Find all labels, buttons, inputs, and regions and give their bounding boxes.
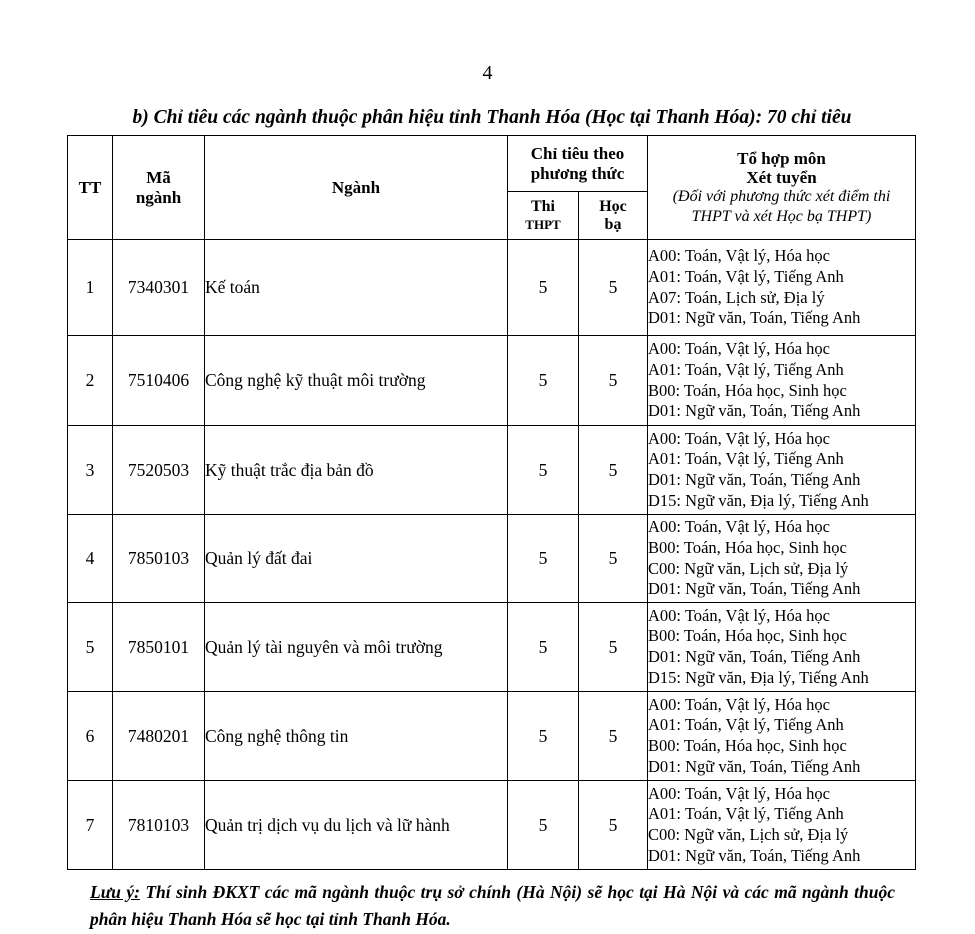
header-combo-note-line2: THPT và xét Học bạ THPT) [691,207,872,225]
row-code: 7850101 [113,603,205,692]
combo-item: A00: Toán, Vật lý, Hóa học [648,339,830,359]
combo-item: B00: Toán, Hóa học, Sinh học [648,537,847,557]
row-tt: 2 [68,336,113,426]
combo-item: D01: Ngữ văn, Toán, Tiếng Anh [648,470,861,489]
footnote-text: Thí sinh ĐKXT các mã ngành thuộc trụ sở chính (Hà Nội) sẽ học tại Hà Nội và các mã ngành thuộc phân hiệu Thanh Hóa sẽ học tại tỉnh Thanh Hóa. [90,882,895,929]
row-code: 7810103 [113,781,205,870]
combo-item: B00: Toán, Hóa học, Sinh học [648,380,847,400]
combo-item: A00: Toán, Vật lý, Hóa học [648,517,830,537]
table-body [68,240,916,870]
row-record-quota: 5 [579,240,648,336]
row-record-quota: 5 [579,603,648,692]
row-combos [648,692,916,781]
admissions-table [67,135,916,870]
combo-item: C00: Ngữ văn, Lịch sử, Địa lý [648,825,849,844]
table-row [68,240,916,336]
footnote [90,879,895,933]
combo-item: A01: Toán, Vật lý, Tiếng Anh [648,804,844,824]
header-record-line2: bạ [604,215,622,233]
row-record-quota: 5 [579,336,648,426]
row-record-quota: 5 [579,515,648,603]
combo-item: D01: Ngữ văn, Toán, Tiếng Anh [648,647,861,666]
header-code-line2: ngành [135,187,182,207]
table-row [68,781,916,870]
header-combos [648,136,916,240]
header-quota-line2: phương thức [530,163,625,183]
combo-item: B00: Toán, Hóa học, Sinh học [648,736,847,755]
row-code: 7520503 [113,426,205,515]
row-record-quota: 5 [579,781,648,870]
header-exam-line1: Thi [530,197,555,215]
table-row [68,426,916,515]
header-tt: TT [68,136,113,240]
row-code: 7510406 [113,336,205,426]
row-major: Quản lý tài nguyên và môi trường [205,603,508,692]
header-combo-note-line1: (Đối với phương thức xét điểm thi [672,187,891,205]
table-row [68,603,916,692]
row-combos [648,336,916,426]
combo-item: A01: Toán, Vật lý, Tiếng Anh [648,715,844,735]
row-tt: 3 [68,426,113,515]
row-exam-quota: 5 [508,781,579,870]
row-combos [648,603,916,692]
row-code: 7850103 [113,515,205,603]
section-title: b) Chỉ tiêu các ngành thuộc phân hiệu tỉnh Thanh Hóa (Học tại Thanh Hóa): 70 chỉ tiêu [132,107,852,128]
combo-item: D01: Ngữ văn, Toán, Tiếng Anh [648,845,861,865]
row-major: Công nghệ thông tin [205,692,508,781]
row-combos [648,426,916,515]
combo-item: A01: Toán, Vật lý, Tiếng Anh [648,449,844,469]
row-major: Kỹ thuật trắc địa bản đồ [205,426,508,515]
row-tt: 6 [68,692,113,781]
row-code: 7340301 [113,240,205,336]
row-record-quota: 5 [579,426,648,515]
header-quota [508,136,648,192]
row-code: 7480201 [113,692,205,781]
combo-item: A00: Toán, Vật lý, Hóa học [648,694,830,714]
row-major: Kế toán [205,240,508,336]
combo-item: D01: Ngữ văn, Toán, Tiếng Anh [648,308,861,328]
page-number: 4 [482,62,493,84]
row-tt: 1 [68,240,113,336]
table-row [68,336,916,426]
row-exam-quota: 5 [508,603,579,692]
row-combos [648,240,916,336]
row-major: Công nghệ kỹ thuật môi trường [205,336,508,426]
row-exam-quota: 5 [508,515,579,603]
combo-item: D15: Ngữ văn, Địa lý, Tiếng Anh [648,490,869,510]
combo-item: A01: Toán, Vật lý, Tiếng Anh [648,266,844,286]
row-major: Quản trị dịch vụ du lịch và lữ hành [205,781,508,870]
combo-item: A07: Toán, Lịch sử, Địa lý [648,287,825,307]
combo-item: B00: Toán, Hóa học, Sinh học [648,626,847,646]
header-quota-line1: Chỉ tiêu theo [530,143,625,163]
table-row [68,692,916,781]
combo-item: D01: Ngữ văn, Toán, Tiếng Anh [648,401,861,421]
footnote-label: Lưu ý: [90,882,140,902]
row-exam-quota: 5 [508,240,579,336]
combo-item: A01: Toán, Vật lý, Tiếng Anh [648,359,844,379]
header-major: Ngành [205,136,508,240]
row-exam-quota: 5 [508,426,579,515]
header-record [579,192,648,240]
table-row [68,515,916,603]
row-record-quota: 5 [579,692,648,781]
header-exam-line2: THPT [525,216,561,232]
row-tt: 5 [68,603,113,692]
row-combos [648,781,916,870]
row-tt: 4 [68,515,113,603]
combo-item: D15: Ngữ văn, Địa lý, Tiếng Anh [648,667,869,687]
row-tt: 7 [68,781,113,870]
combo-item: D01: Ngữ văn, Toán, Tiếng Anh [648,756,861,776]
combo-item: A00: Toán, Vật lý, Hóa học [648,428,830,448]
combo-item: A00: Toán, Vật lý, Hóa học [648,605,830,625]
header-code-line1: Mã [146,167,171,187]
row-major: Quản lý đất đai [205,515,508,603]
row-combos [648,515,916,603]
combo-item: A00: Toán, Vật lý, Hóa học [648,783,830,803]
header-record-line1: Học [599,197,627,215]
row-exam-quota: 5 [508,692,579,781]
row-exam-quota: 5 [508,336,579,426]
combo-item: C00: Ngữ văn, Lịch sử, Địa lý [648,558,849,578]
header-combo-line2: Xét tuyển [746,167,817,187]
combo-item: A00: Toán, Vật lý, Hóa học [648,246,830,266]
combo-item: D01: Ngữ văn, Toán, Tiếng Anh [648,579,861,599]
header-combo-line1: Tổ hợp môn [737,148,826,168]
header-exam [508,192,579,240]
header-code [113,136,205,240]
